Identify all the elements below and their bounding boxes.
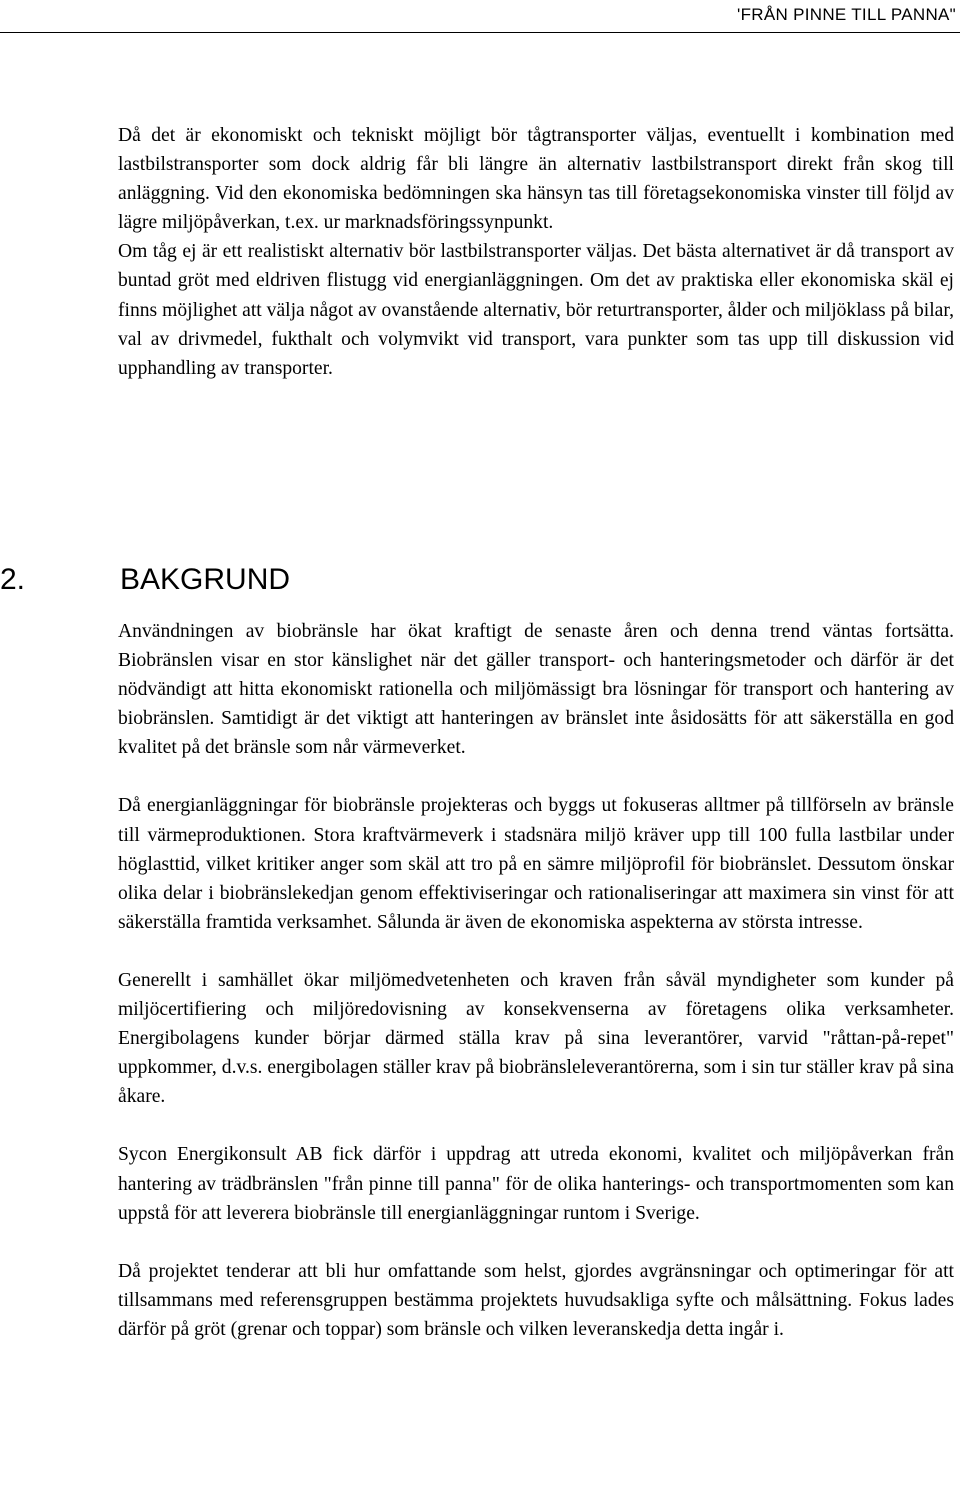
body-paragraph-4: Sycon Energikonsult AB fick därför i uppdrag att utreda ekonomi, kvalitet och miljöpåverkan från hantering av trädbränslen "från pinne till panna" för de olika hanterings- och transportmomenten som kan uppstå för att leverera biobränsle till energianläggningar runtom i Sverige. — [118, 1144, 954, 1224]
body-paragraph-3: Generellt i samhället ökar miljömedvetenheten och kraven från såväl myndigheter som kunder på miljöcertifiering och miljöredovisning av konsekvenserna av företagens olika verksamheter. Energibolagens kunder börjar därmed ställa krav på sina leverantörer, varvid "råttan-på-repet" uppkommer, d.v.s. energibolagen ställer krav på biobränsleleverantörerna, som i sin tur ställer krav på sina åkare. — [118, 969, 954, 1108]
section-number: 2. — [0, 563, 26, 596]
intro-text — [118, 121, 954, 383]
section-heading — [0, 563, 290, 597]
body-paragraph-2: Då energianläggningar för biobränsle projekteras och byggs ut fokuseras alltmer på tillförseln av bränsle till värmeproduktionen. Stora kraftvärmeverk i stadsnära miljö kräver upp till 100 fulla lastbilar under höglasttid, vilket kritiker anger som skäl att tro på en sämre miljöprofil för biobränslet. Dessutom önskar olika delar i biobränslekedjan genom effektiviseringar och rationaliseringar att maximera sin vinst för att säkerställa framtida verksamhet. Sålunda är även de ekonomiska aspekterna av största intresse. — [118, 795, 954, 933]
body-paragraph-5: Då projektet tenderar att bli hur omfattande som helst, gjordes avgränsningar och optimeringar för att tillsammans med referensgruppen bestämma projektets huvudsakliga syfte och målsättning. Fokus lades därför på gröt (grenar och toppar) som bränsle och vilken leveranskedja detta ingår i. — [118, 1260, 954, 1340]
page-header — [0, 0, 960, 33]
intro-paragraph-1: Då det är ekonomiskt och tekniskt möjligt bör tågtransporter väljas, eventuellt i kombination med lastbilstransporter som dock aldrig får bli längre än alternativ lastbilstransport direkt från skog till anläggning. Vid den ekonomiska bedömningen ska hänsyn tas till företagsekonomiska vinster till följd av lägre miljöpåverkan, t.ex. ur marknadsföringssynpunkt. — [118, 125, 954, 234]
intro-paragraph-2: Om tåg ej är ett realistiskt alternativ bör lastbilstransporter väljas. Det bästa alternativet är då transport av buntad gröt med eldriven flistugg vid energianläggningen. Om det av praktiska eller ekonomiska skäl ej finns möjlighet att välja något av ovanstående alternativ, bör returtransporter, ålder och miljöklass på bilar, val av drivmedel, fukthalt och volymvikt vid transport, vara punkter som tas upp till diskussion vid upphandling av transporter. — [118, 241, 954, 379]
section-title: BAKGRUND — [120, 563, 291, 596]
section-body — [118, 617, 954, 1373]
running-header-title: 'FRÅN PINNE TILL PANNA" — [737, 5, 956, 24]
body-paragraph-1: Användningen av biobränsle har ökat kraftigt de senaste åren och denna trend väntas fortsätta. Biobränslen visar en stor känslighet när det gäller transport- och hanteringsmetoder och därför är det nödvändigt att hitta ekonomiskt rationella och miljömässigt bra lösningar för transport och hantering av biobränslen. Samtidigt är det viktigt att hanteringen av bränslet inte åsidosätts för att säkerställa en god kvalitet på det bränsle som når värmeverket. — [118, 621, 954, 759]
